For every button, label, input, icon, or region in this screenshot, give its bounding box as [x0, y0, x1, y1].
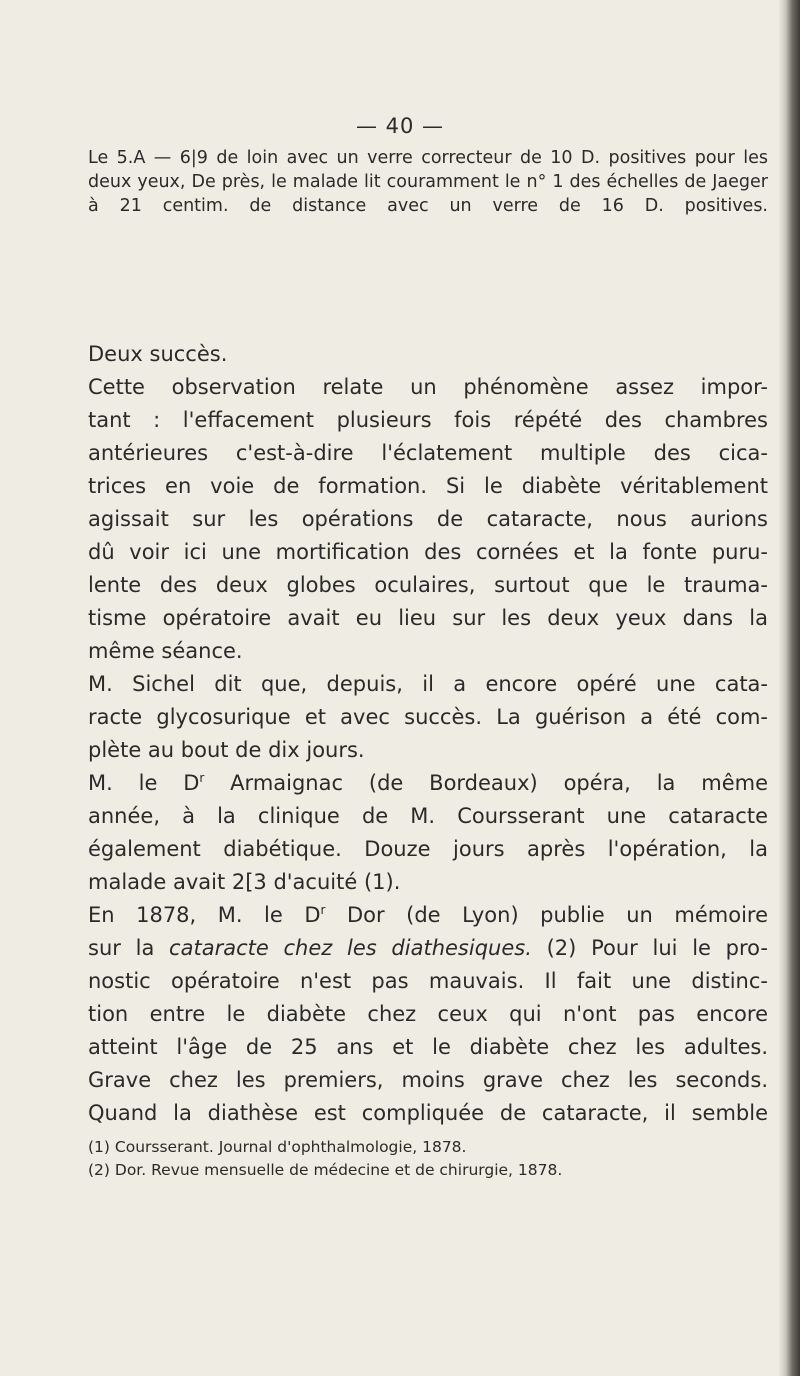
body-line: trices en voie de formation. Si le diabète véritablement [88, 474, 768, 498]
body-line: également diabétique. Douze jours après l'opération, la [88, 837, 768, 861]
body-line: Quand la diathèse est compliquée de cataracte, il semble [88, 1101, 768, 1125]
body-line: antérieures c'est-à-dire l'éclatement multiple des cica- [88, 441, 768, 465]
body-line: racte glycosurique et avec succès. La guérison a été com- [88, 705, 768, 729]
body-line: atteint l'âge de 25 ans et le diabète chez les adultes. [88, 1035, 768, 1059]
opening-paragraph: Le 5.A — 6|9 de loin avec un verre correcteur de 10 D. positives pour les deux yeux, De près, le malade lit couramment le n° 1 des échelles de Jaeger à 21 centim. de distance avec un verre de 16 D. positives. [88, 148, 768, 216]
body-line: nostic opératoire n'est pas mauvais. Il fait une distinc- [88, 969, 768, 993]
section-heading: Deux succès. [88, 342, 228, 366]
footnote: (2) Dor. Revue mensuelle de médecine et de chirurgie, 1878. [88, 1161, 563, 1179]
body-line: même séance. [88, 639, 243, 663]
body-line: tion entre le diabète chez ceux qui n'ont pas encore [88, 1002, 768, 1026]
body-line: Grave chez les premiers, moins grave chez les seconds. [88, 1068, 768, 1092]
body-line: M. le $D^r$ Armaignac (de Bordeaux) opéra, la même [88, 771, 768, 795]
body-line: M. Sichel dit que, depuis, il a encore opéré une cata- [88, 672, 768, 696]
body-line: lente des deux globes oculaires, surtout que le trauma- [88, 573, 768, 597]
footnote: (1) Coursserant. Journal d'ophthalmologie, 1878. [88, 1138, 467, 1156]
italic-title: cataracte chez les diathesiques. [169, 936, 532, 960]
body-line: sur la cataracte chez les diathesiques. (2) Pour lui le pro- [88, 936, 768, 960]
body-line: Cette observation relate un phénomène assez impor- [88, 375, 768, 399]
body-line: tisme opératoire avait eu lieu sur les deux yeux dans la [88, 606, 768, 630]
body-line: En 1878, M. le $D^r$ Dor (de Lyon) publie un mémoire [88, 903, 768, 927]
page-number: — 40 — [355, 114, 445, 138]
body-line: plète au bout de dix jours. [88, 738, 365, 762]
body-line: tant : l'effacement plusieurs fois répété des chambres [88, 408, 768, 432]
page-edge-shadow [778, 0, 800, 1376]
body-line: agissait sur les opérations de cataracte, nous aurions [88, 507, 768, 531]
body-line: année, à la clinique de M. Coursserant une cataracte [88, 804, 768, 828]
body-line: malade avait 2[3 d'acuité (1). [88, 870, 401, 894]
body-line: dû voir ici une mortification des cornées et la fonte puru- [88, 540, 768, 564]
